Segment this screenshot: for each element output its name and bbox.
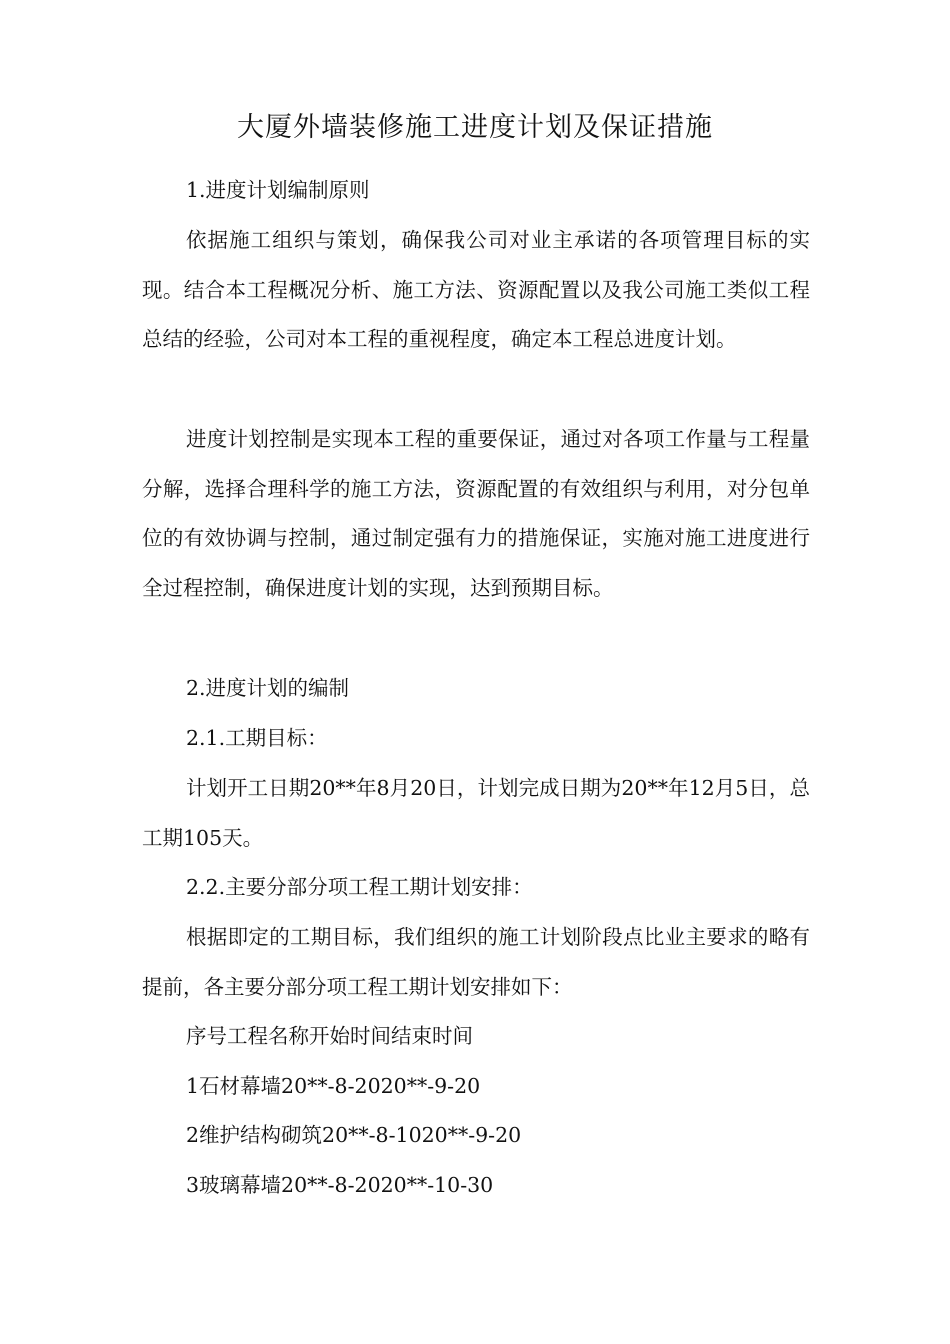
section-heading: 1.进度计划编制原则 bbox=[186, 178, 370, 202]
section-heading: 2.进度计划的编制 bbox=[186, 676, 350, 700]
body-paragraph: 进度计划控制是实现本工程的重要保证，通过对各项工作量与工程量分解，选择合理科学的施工方法，资源配置的有效组织与利用，对分包单位的有效协调与控制，通过制定强有力的措施保证，实施对施工进度进行全过程控制，确保进度计划的实现，达到预期目标。 bbox=[142, 427, 810, 601]
body-paragraph: 依据施工组织与策划，确保我公司对业主承诺的各项管理目标的实现。结合本工程概况分析、施工方法、资源配置以及我公司施工类似工程总结的经验，公司对本工程的重视程度，确定本工程总进度计划。 bbox=[142, 228, 810, 352]
body-paragraph: 计划开工日期20**年8月20日，计划完成日期为20**年12月5日，总工期105天。 bbox=[142, 776, 810, 850]
schedule-header-line: 序号工程名称开始时间结束时间 bbox=[186, 1024, 473, 1048]
subsection-heading: 2.2.主要分部分项工程工期计划安排： bbox=[186, 875, 533, 899]
subsection-heading: 2.1.工期目标： bbox=[186, 726, 328, 750]
document-title: 大厦外墙装修施工进度计划及保证措施 bbox=[237, 112, 713, 143]
schedule-line: 2维护结构砌筑20**-8-1020**-9-20 bbox=[186, 1123, 522, 1147]
body-paragraph: 根据即定的工期目标，我们组织的施工计划阶段点比业主要求的略有提前，各主要分部分项工程工期计划安排如下： bbox=[142, 925, 810, 999]
schedule-line: 3玻璃幕墙20**-8-2020**-10-30 bbox=[186, 1173, 494, 1197]
schedule-line: 1石材幕墙20**-8-2020**-9-20 bbox=[186, 1074, 481, 1098]
